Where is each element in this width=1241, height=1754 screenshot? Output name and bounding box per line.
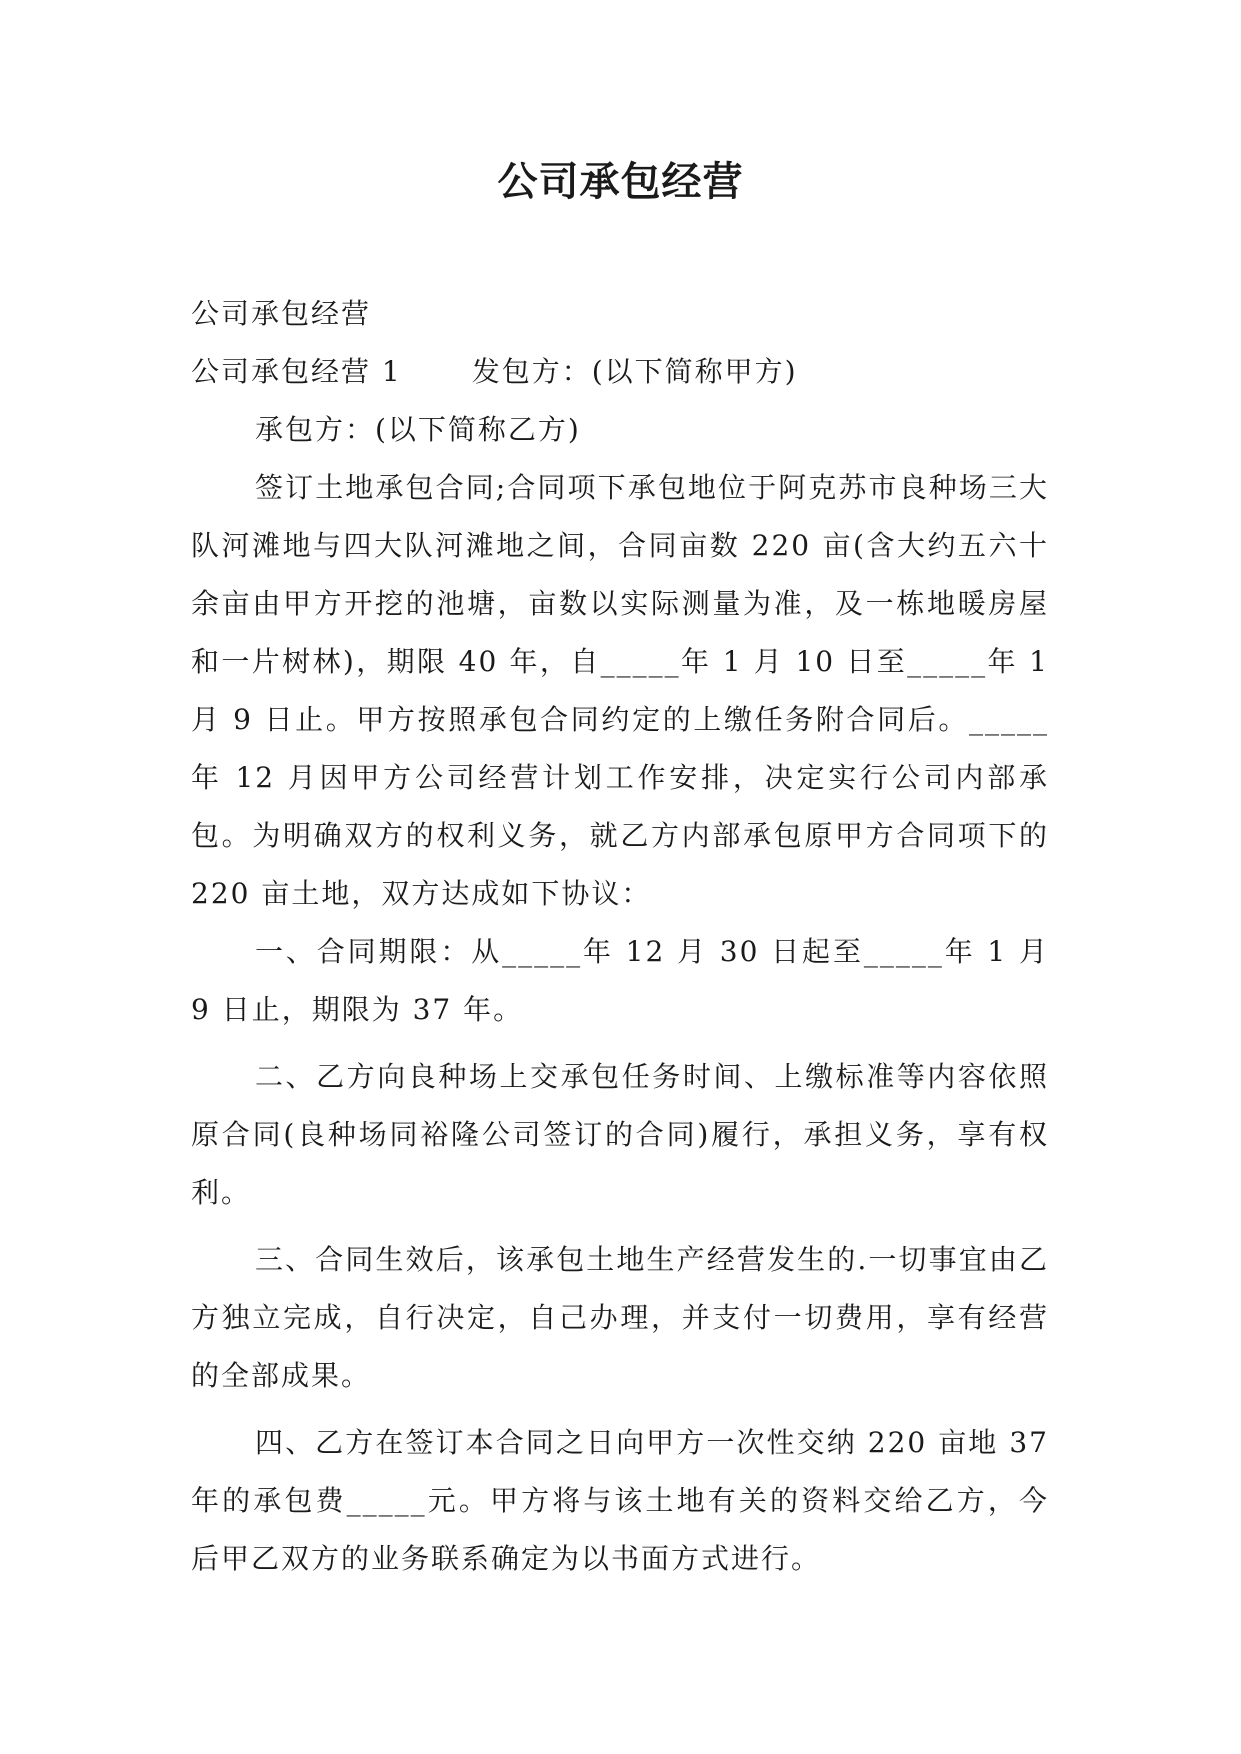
intro-paragraph: 签订土地承包合同;合同项下承包地位于阿克苏市良种场三大队河滩地与四大队河滩地之间，合同亩数 220 亩(含大约五六十余亩由甲方开挖的池塘，亩数以实际测量为准，及一栋地暖房屋和一片树林)，期限 40 年，自_____年 1 月 10 日至_____年 1 月 9 日止。甲方按照承包合同约定的上缴任务附合同后。_____年 12 月因甲方公司经营计划工作安排，决定实行公司内部承包。为明确双方的权利义务，就乙方内部承包原甲方合同项下的 220 亩土地，双方达成如下协议： xyxy=(191,471,1049,910)
document-title: 公司承包经营 xyxy=(497,159,744,205)
clause-4: 四、乙方在签订本合同之日向甲方一次性交纳 220 亩地 37 年的承包费_____元。甲方将与该土地有关的资料交给乙方，今后甲乙双方的业务联系确定为以书面方式进行。 xyxy=(191,1426,1049,1575)
party-a-label: 发包方：(以下简称甲方) xyxy=(471,355,798,388)
clause-1: 一、合同期限：从_____年 12 月 30 日起至_____年 1 月 9 日止，期限为 37 年。 xyxy=(191,935,1049,1026)
clause-3: 三、合同生效后，该承包土地生产经营发生的.一切事宜由乙方独立完成，自行决定，自己办理，并支付一切费用，享有经营的全部成果。 xyxy=(191,1243,1049,1392)
document-heading: 公司承包经营 xyxy=(191,297,372,330)
document-body xyxy=(191,285,1049,1588)
clause-2: 二、乙方向良种场上交承包任务时间、上缴标准等内容依照原合同(良种场同裕隆公司签订的合同)履行，承担义务，享有权利。 xyxy=(191,1060,1049,1209)
party-a-line xyxy=(191,343,1049,401)
party-b-line: 承包方：(以下简称乙方) xyxy=(255,413,581,446)
section-label: 公司承包经营 1 xyxy=(191,355,402,388)
